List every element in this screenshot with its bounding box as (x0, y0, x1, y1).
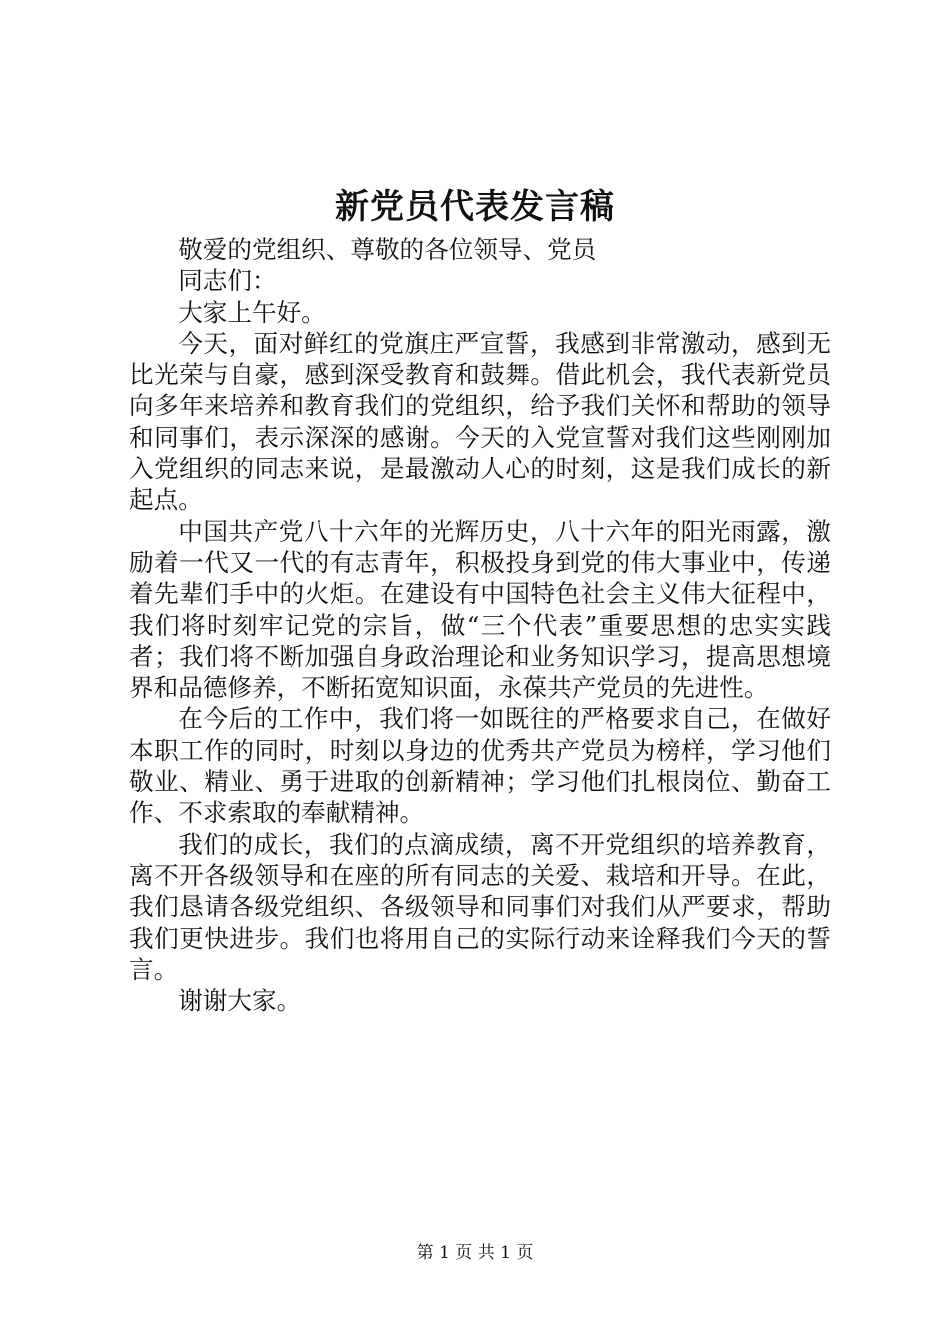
paragraph-1: 今天，面对鲜红的党旗庄严宣誓，我感到非常激动，感到无比光荣与自豪，感到深受教育和鼓舞。借此机会，我代表新党员向多年来培养和教育我们的党组织，给予我们关怀和帮助的领导和同事们，表示深深的感谢。今天的入党宣誓对我们这些刚刚加入党组织的同志来说，是最激动人心的时刻，这是我们成长的新起点。 (129, 328, 831, 515)
document-body (129, 234, 831, 1016)
paragraph-3: 在今后的工作中，我们将一如既往的严格要求自己，在做好本职工作的同时，时刻以身边的优秀共产党员为榜样，学习他们敬业、精业、勇于进取的创新精神；学习他们扎根岗位、勤奋工作、不求索取的奉献精神。 (129, 704, 831, 828)
page-footer: 第 1 页 共 1 页 (416, 1243, 534, 1263)
closing-line: 谢谢大家。 (178, 986, 302, 1016)
greeting-line-2: 同志们： (178, 266, 277, 296)
document-title: 新党员代表发言稿 (335, 187, 615, 227)
paragraph-2: 中国共产党八十六年的光辉历史，八十六年的阳光雨露，激励着一代又一代的有志青年，积极投身到党的伟大事业中，传递着先辈们手中的火炬。在建设有中国特色社会主义伟大征程中，我们将时刻牢记党的宗旨，做“三个代表”重要思想的忠实实践者；我们将不断加强自身政治理论和业务知识学习，提高思想境界和品德修养，不断拓宽知识面，永葆共产党员的先进性。 (129, 516, 831, 703)
greeting-line-1: 敬爱的党组织、尊敬的各位领导、党员 (178, 235, 597, 264)
salutation: 大家上午好。 (178, 297, 326, 327)
paragraph-4: 我们的成长，我们的点滴成绩，离不开党组织的培养教育，离不开各级领导和在座的所有同志的关爱、栽培和开导。在此，我们恳请各级党组织、各级领导和同事们对我们从严要求，帮助我们更快进步。我们也将用自己的实际行动来诠释我们今天的誓言。 (129, 829, 831, 984)
